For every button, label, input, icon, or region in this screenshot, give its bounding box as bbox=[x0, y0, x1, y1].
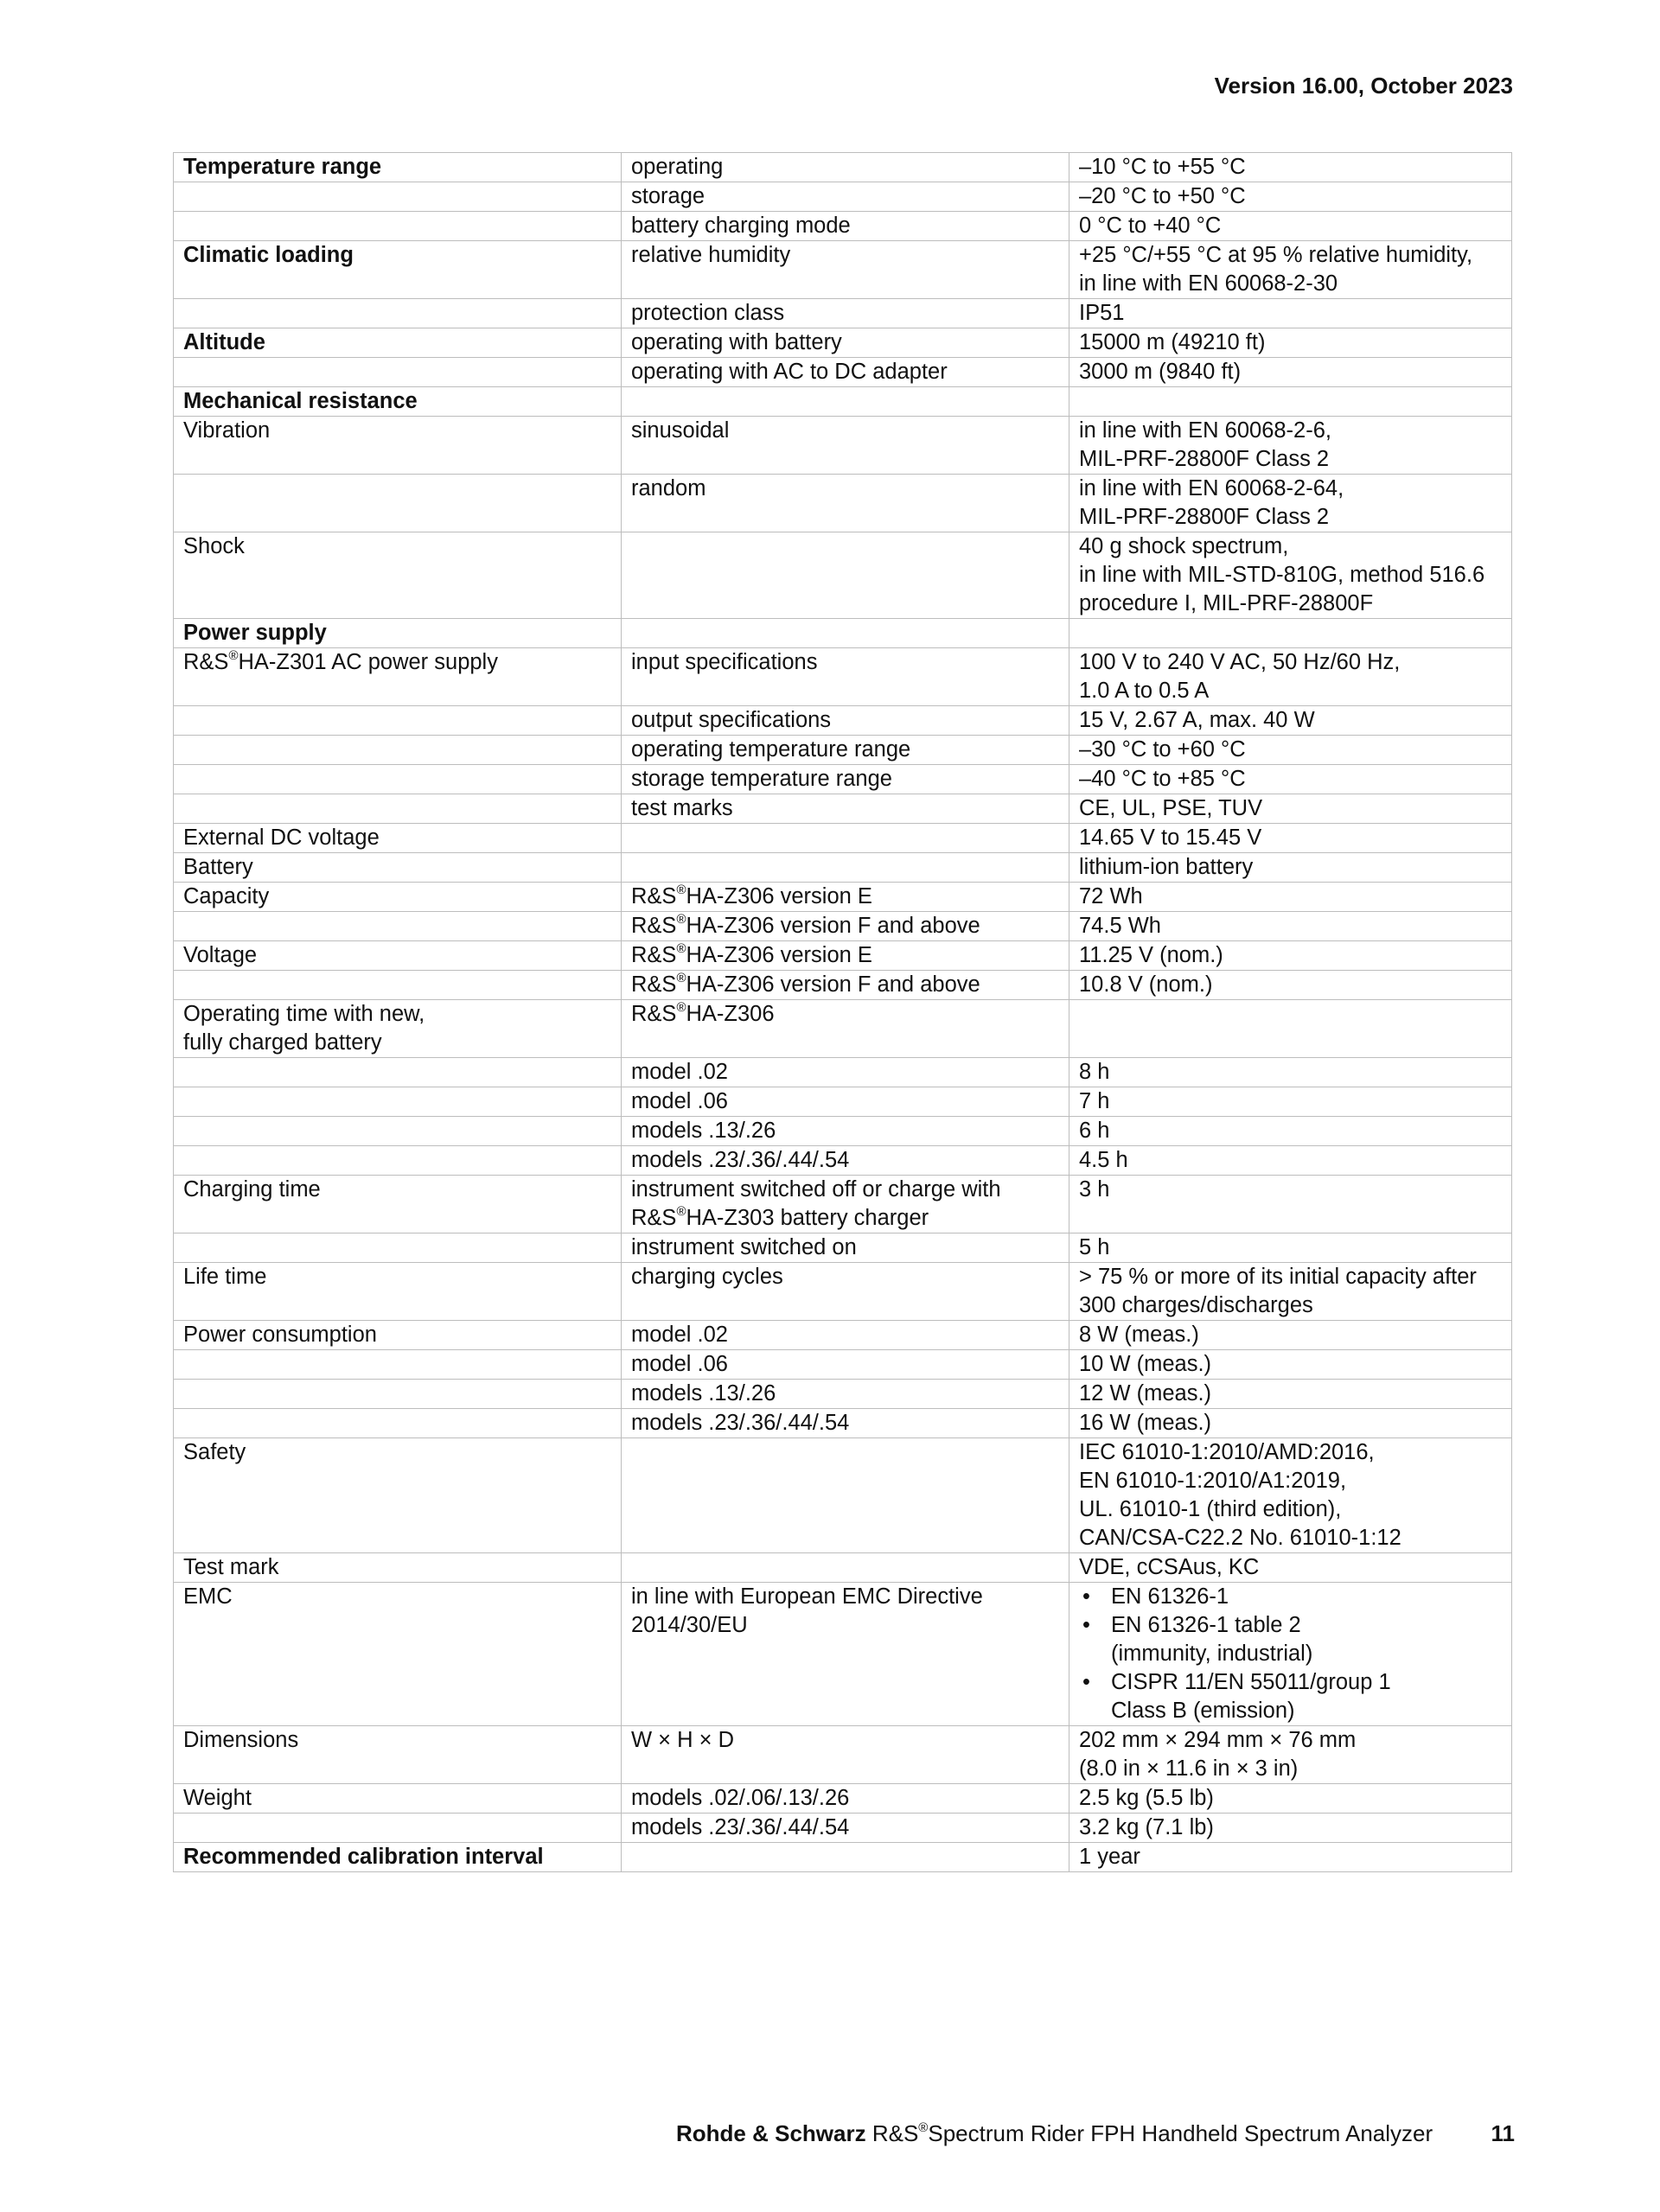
spec-parameter: Charging time bbox=[174, 1176, 622, 1233]
spec-row bbox=[174, 765, 1512, 794]
spec-value: in line with EN 60068-2-64, MIL-PRF-28800F Class 2 bbox=[1069, 475, 1512, 532]
spec-parameter bbox=[174, 1087, 622, 1117]
spec-parameter: Capacity bbox=[174, 883, 622, 912]
spec-value: 40 g shock spectrum, in line with MIL-STD-810G, method 516.6 procedure I, MIL-PRF-28800F bbox=[1069, 532, 1512, 619]
spec-value: +25 °C/+55 °C at 95 % relative humidity, in line with EN 60068-2-30 bbox=[1069, 241, 1512, 299]
spec-condition: instrument switched on bbox=[622, 1233, 1069, 1263]
spec-parameter bbox=[174, 1380, 622, 1409]
spec-value-list bbox=[1079, 1583, 1503, 1725]
spec-condition: operating with battery bbox=[622, 328, 1069, 358]
spec-parameter: Temperature range bbox=[174, 153, 622, 182]
spec-row bbox=[174, 1583, 1512, 1726]
spec-condition: instrument switched off or charge with R&S®HA-Z303 battery charger bbox=[622, 1176, 1069, 1233]
spec-parameter: Recommended calibration interval bbox=[174, 1843, 622, 1872]
spec-condition: R&S®HA-Z306 version F and above bbox=[622, 912, 1069, 941]
spec-parameter: Mechanical resistance bbox=[174, 387, 622, 417]
spec-parameter bbox=[174, 1117, 622, 1146]
spec-condition: operating temperature range bbox=[622, 736, 1069, 765]
spec-condition: storage bbox=[622, 182, 1069, 212]
spec-value-list-text: EN 61326-1 table 2 (immunity, industrial) bbox=[1111, 1613, 1313, 1666]
spec-condition: model .02 bbox=[622, 1321, 1069, 1350]
spec-value: 8 W (meas.) bbox=[1069, 1321, 1512, 1350]
spec-parameter: External DC voltage bbox=[174, 824, 622, 853]
document-version: Version 16.00, October 2023 bbox=[1214, 73, 1513, 99]
spec-parameter: Life time bbox=[174, 1263, 622, 1321]
spec-parameter bbox=[174, 1146, 622, 1176]
spec-value: CE, UL, PSE, TUV bbox=[1069, 794, 1512, 824]
registered-mark: ® bbox=[676, 1000, 686, 1015]
spec-row bbox=[174, 328, 1512, 358]
spec-parameter bbox=[174, 1409, 622, 1438]
spec-condition: R&S®HA-Z306 bbox=[622, 1000, 1069, 1058]
spec-value: 11.25 V (nom.) bbox=[1069, 941, 1512, 971]
spec-value: 3.2 kg (7.1 lb) bbox=[1069, 1814, 1512, 1843]
spec-condition bbox=[622, 532, 1069, 619]
registered-mark: ® bbox=[676, 912, 686, 927]
registered-mark: ® bbox=[676, 941, 686, 956]
bullet-icon: • bbox=[1082, 1613, 1090, 1637]
spec-parameter: EMC bbox=[174, 1583, 622, 1726]
spec-condition: in line with European EMC Directive 2014/30/EU bbox=[622, 1583, 1069, 1726]
spec-condition: protection class bbox=[622, 299, 1069, 328]
spec-row bbox=[174, 1726, 1512, 1784]
spec-value: 16 W (meas.) bbox=[1069, 1409, 1512, 1438]
specifications-table-body bbox=[174, 153, 1512, 1872]
registered-mark: ® bbox=[676, 883, 686, 897]
spec-condition: models .23/.36/.44/.54 bbox=[622, 1146, 1069, 1176]
spec-condition bbox=[622, 1843, 1069, 1872]
spec-row bbox=[174, 648, 1512, 706]
spec-parameter bbox=[174, 212, 622, 241]
spec-condition: random bbox=[622, 475, 1069, 532]
spec-parameter bbox=[174, 794, 622, 824]
spec-condition: sinusoidal bbox=[622, 417, 1069, 475]
spec-row bbox=[174, 824, 1512, 853]
spec-parameter bbox=[174, 299, 622, 328]
spec-condition: models .23/.36/.44/.54 bbox=[622, 1409, 1069, 1438]
spec-parameter: Voltage bbox=[174, 941, 622, 971]
spec-condition: storage temperature range bbox=[622, 765, 1069, 794]
spec-parameter bbox=[174, 358, 622, 387]
spec-value: 72 Wh bbox=[1069, 883, 1512, 912]
spec-row bbox=[174, 853, 1512, 883]
spec-value: 15 V, 2.67 A, max. 40 W bbox=[1069, 706, 1512, 736]
spec-parameter bbox=[174, 765, 622, 794]
spec-condition: output specifications bbox=[622, 706, 1069, 736]
spec-parameter bbox=[174, 475, 622, 532]
registered-mark: ® bbox=[918, 2120, 929, 2135]
spec-value: –30 °C to +60 °C bbox=[1069, 736, 1512, 765]
spec-row bbox=[174, 1058, 1512, 1087]
spec-row bbox=[174, 532, 1512, 619]
spec-value-list-item bbox=[1079, 1668, 1503, 1725]
spec-value-list-text: EN 61326-1 bbox=[1111, 1584, 1229, 1609]
spec-parameter: Altitude bbox=[174, 328, 622, 358]
spec-condition bbox=[622, 1553, 1069, 1583]
spec-row bbox=[174, 1409, 1512, 1438]
spec-value bbox=[1069, 1000, 1512, 1058]
spec-parameter bbox=[174, 1350, 622, 1380]
spec-parameter: Power supply bbox=[174, 619, 622, 648]
spec-row bbox=[174, 182, 1512, 212]
spec-value: 2.5 kg (5.5 lb) bbox=[1069, 1784, 1512, 1814]
spec-value: 10 W (meas.) bbox=[1069, 1350, 1512, 1380]
spec-parameter: Dimensions bbox=[174, 1726, 622, 1784]
spec-condition: R&S®HA-Z306 version F and above bbox=[622, 971, 1069, 1000]
spec-condition: W × H × D bbox=[622, 1726, 1069, 1784]
spec-row bbox=[174, 299, 1512, 328]
spec-row bbox=[174, 706, 1512, 736]
spec-condition: model .06 bbox=[622, 1350, 1069, 1380]
spec-value: 6 h bbox=[1069, 1117, 1512, 1146]
spec-row bbox=[174, 1146, 1512, 1176]
spec-value: 3 h bbox=[1069, 1176, 1512, 1233]
spec-condition: model .06 bbox=[622, 1087, 1069, 1117]
spec-parameter: Shock bbox=[174, 532, 622, 619]
spec-row bbox=[174, 794, 1512, 824]
spec-value-list-text: CISPR 11/EN 55011/group 1 Class B (emission) bbox=[1111, 1670, 1391, 1723]
spec-row bbox=[174, 971, 1512, 1000]
spec-parameter bbox=[174, 1814, 622, 1843]
bullet-icon: • bbox=[1082, 1670, 1090, 1694]
spec-value: 12 W (meas.) bbox=[1069, 1380, 1512, 1409]
spec-row bbox=[174, 1233, 1512, 1263]
spec-parameter bbox=[174, 706, 622, 736]
spec-parameter: Test mark bbox=[174, 1553, 622, 1583]
spec-condition bbox=[622, 824, 1069, 853]
spec-value: 5 h bbox=[1069, 1233, 1512, 1263]
spec-condition bbox=[622, 853, 1069, 883]
spec-condition: models .13/.26 bbox=[622, 1117, 1069, 1146]
spec-condition: relative humidity bbox=[622, 241, 1069, 299]
registered-mark: ® bbox=[676, 1204, 686, 1219]
registered-mark: ® bbox=[676, 971, 686, 985]
spec-condition: model .02 bbox=[622, 1058, 1069, 1087]
spec-parameter bbox=[174, 182, 622, 212]
spec-value: 3000 m (9840 ft) bbox=[1069, 358, 1512, 387]
spec-value: –20 °C to +50 °C bbox=[1069, 182, 1512, 212]
spec-value: 100 V to 240 V AC, 50 Hz/60 Hz, 1.0 A to 0.5 A bbox=[1069, 648, 1512, 706]
spec-value: 74.5 Wh bbox=[1069, 912, 1512, 941]
spec-row bbox=[174, 212, 1512, 241]
spec-row bbox=[174, 1843, 1512, 1872]
spec-value: 14.65 V to 15.45 V bbox=[1069, 824, 1512, 853]
spec-condition: charging cycles bbox=[622, 1263, 1069, 1321]
spec-value: > 75 % or more of its initial capacity after 300 charges/discharges bbox=[1069, 1263, 1512, 1321]
spec-row bbox=[174, 1784, 1512, 1814]
spec-value: 10.8 V (nom.) bbox=[1069, 971, 1512, 1000]
spec-condition: models .13/.26 bbox=[622, 1380, 1069, 1409]
spec-value: 8 h bbox=[1069, 1058, 1512, 1087]
spec-value: 1 year bbox=[1069, 1843, 1512, 1872]
spec-value: –10 °C to +55 °C bbox=[1069, 153, 1512, 182]
page-number: 11 bbox=[1491, 2120, 1515, 2146]
spec-condition bbox=[622, 1438, 1069, 1553]
spec-value: IP51 bbox=[1069, 299, 1512, 328]
spec-condition: models .23/.36/.44/.54 bbox=[622, 1814, 1069, 1843]
bullet-icon: • bbox=[1082, 1584, 1090, 1609]
spec-parameter bbox=[174, 971, 622, 1000]
spec-row bbox=[174, 1263, 1512, 1321]
spec-value: lithium-ion battery bbox=[1069, 853, 1512, 883]
spec-condition: models .02/.06/.13/.26 bbox=[622, 1784, 1069, 1814]
spec-value-list-item bbox=[1079, 1583, 1503, 1611]
spec-condition bbox=[622, 387, 1069, 417]
specifications-table bbox=[173, 152, 1512, 1872]
spec-row bbox=[174, 153, 1512, 182]
footer-product: R&S®Spectrum Rider FPH Handheld Spectrum Analyzer bbox=[872, 2120, 1433, 2146]
spec-row bbox=[174, 1176, 1512, 1233]
spec-parameter: Climatic loading bbox=[174, 241, 622, 299]
spec-condition: operating bbox=[622, 153, 1069, 182]
spec-condition: operating with AC to DC adapter bbox=[622, 358, 1069, 387]
spec-condition: R&S®HA-Z306 version E bbox=[622, 941, 1069, 971]
spec-value: 0 °C to +40 °C bbox=[1069, 212, 1512, 241]
page-footer bbox=[676, 2120, 1515, 2147]
spec-row bbox=[174, 619, 1512, 648]
spec-row bbox=[174, 417, 1512, 475]
spec-row bbox=[174, 1380, 1512, 1409]
spec-parameter: Weight bbox=[174, 1784, 622, 1814]
spec-value-list-item bbox=[1079, 1611, 1503, 1668]
spec-value bbox=[1069, 1583, 1512, 1726]
spec-row bbox=[174, 1553, 1512, 1583]
spec-row bbox=[174, 387, 1512, 417]
spec-value bbox=[1069, 619, 1512, 648]
spec-condition: input specifications bbox=[622, 648, 1069, 706]
spec-value: IEC 61010-1:2010/AMD:2016, EN 61010-1:2010/A1:2019, UL. 61010-1 (third edition), CAN/CSA-C22.2 No. 61010-1:12 bbox=[1069, 1438, 1512, 1553]
spec-row bbox=[174, 1350, 1512, 1380]
spec-row bbox=[174, 883, 1512, 912]
spec-parameter: Power consumption bbox=[174, 1321, 622, 1350]
spec-row bbox=[174, 241, 1512, 299]
spec-row bbox=[174, 736, 1512, 765]
spec-row bbox=[174, 1814, 1512, 1843]
spec-condition: R&S®HA-Z306 version E bbox=[622, 883, 1069, 912]
spec-parameter bbox=[174, 912, 622, 941]
spec-parameter: Battery bbox=[174, 853, 622, 883]
spec-row bbox=[174, 1117, 1512, 1146]
spec-value: 202 mm × 294 mm × 76 mm (8.0 in × 11.6 in × 3 in) bbox=[1069, 1726, 1512, 1784]
spec-value: 4.5 h bbox=[1069, 1146, 1512, 1176]
spec-value: in line with EN 60068-2-6, MIL-PRF-28800F Class 2 bbox=[1069, 417, 1512, 475]
spec-parameter: Operating time with new, fully charged battery bbox=[174, 1000, 622, 1058]
spec-row bbox=[174, 912, 1512, 941]
spec-condition: test marks bbox=[622, 794, 1069, 824]
spec-value: VDE, cCSAus, KC bbox=[1069, 1553, 1512, 1583]
spec-value: 7 h bbox=[1069, 1087, 1512, 1117]
spec-parameter: R&S®HA-Z301 AC power supply bbox=[174, 648, 622, 706]
spec-row bbox=[174, 1321, 1512, 1350]
spec-parameter bbox=[174, 736, 622, 765]
spec-row bbox=[174, 358, 1512, 387]
spec-parameter bbox=[174, 1058, 622, 1087]
spec-row bbox=[174, 1087, 1512, 1117]
spec-condition bbox=[622, 619, 1069, 648]
spec-parameter: Vibration bbox=[174, 417, 622, 475]
spec-row bbox=[174, 1000, 1512, 1058]
spec-row bbox=[174, 475, 1512, 532]
spec-value: 15000 m (49210 ft) bbox=[1069, 328, 1512, 358]
spec-row bbox=[174, 941, 1512, 971]
spec-value: –40 °C to +85 °C bbox=[1069, 765, 1512, 794]
spec-parameter bbox=[174, 1233, 622, 1263]
spec-row bbox=[174, 1438, 1512, 1553]
footer-brand: Rohde & Schwarz bbox=[676, 2120, 866, 2146]
spec-parameter: Safety bbox=[174, 1438, 622, 1553]
registered-mark: ® bbox=[228, 648, 239, 663]
spec-value bbox=[1069, 387, 1512, 417]
spec-condition: battery charging mode bbox=[622, 212, 1069, 241]
